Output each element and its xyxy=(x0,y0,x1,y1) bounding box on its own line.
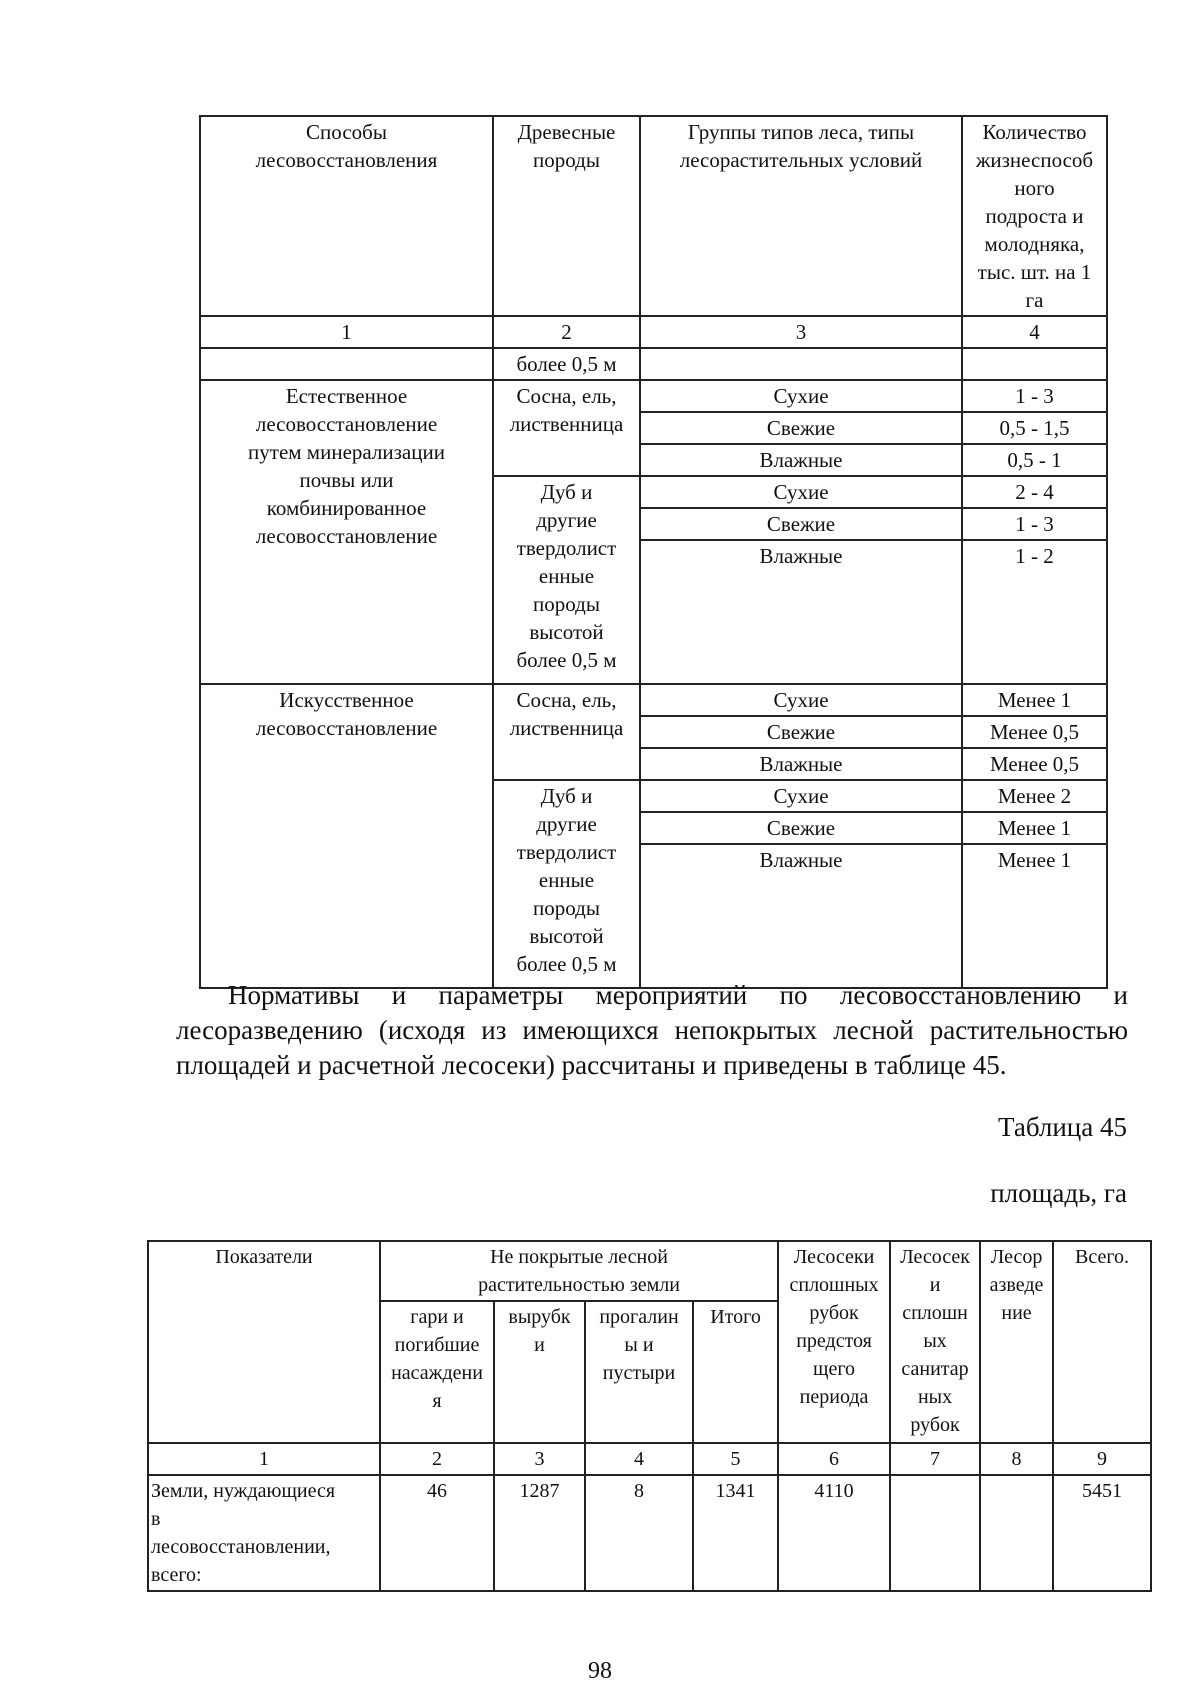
count-value: Менее 1 xyxy=(962,844,1107,988)
forest-type: Свежие xyxy=(640,716,962,748)
col-number: 1 xyxy=(148,1443,380,1475)
species-conifers: Сосна, ель, лиственница xyxy=(493,380,640,476)
count-value: 2 - 4 xyxy=(962,476,1107,508)
species-hardwoods: Дуб и другие твердолист енные породы высотой более 0,5 м xyxy=(493,476,640,684)
header-total: Всего. xyxy=(1053,1241,1151,1443)
count-value: Менее 2 xyxy=(962,780,1107,812)
table-row xyxy=(200,684,1107,716)
value-burned: 46 xyxy=(380,1475,494,1591)
forest-type: Влажные xyxy=(640,748,962,780)
forest-type: Сухие xyxy=(640,684,962,716)
header-clearings: вырубк и xyxy=(494,1301,585,1443)
header-burned-areas: гари и погибшие насаждени я xyxy=(380,1301,494,1443)
forest-type: Сухие xyxy=(640,380,962,412)
count-value: 1 - 3 xyxy=(962,380,1107,412)
column-number-row xyxy=(148,1443,1151,1475)
forest-type: Влажные xyxy=(640,844,962,988)
col-number: 4 xyxy=(585,1443,693,1475)
col-number: 5 xyxy=(693,1443,778,1475)
forest-type: Сухие xyxy=(640,780,962,812)
count-value: 0,5 - 1 xyxy=(962,444,1107,476)
forest-type: Свежие xyxy=(640,508,962,540)
count-value: Менее 0,5 xyxy=(962,748,1107,780)
header-methods: Способы лесовосстановления xyxy=(200,116,493,316)
column-number-row xyxy=(200,316,1107,348)
header-sanitary-plots: Лесосек и сплошн ых санитар ных рубок xyxy=(890,1241,980,1443)
value-clearcut-plots: 4110 xyxy=(778,1475,890,1591)
species-continuation: более 0,5 м xyxy=(493,348,640,380)
method-artificial: Искусственное лесовосстановление xyxy=(200,684,493,988)
count-value: Менее 1 xyxy=(962,684,1107,716)
species-hardwoods: Дуб и другие твердолист енные породы высотой более 0,5 м xyxy=(493,780,640,988)
col-number: 2 xyxy=(380,1443,494,1475)
forest-type: Свежие xyxy=(640,412,962,444)
value-sanitary-plots xyxy=(890,1475,980,1591)
page-number: 98 xyxy=(588,1658,612,1684)
table-caption: Таблица 45 xyxy=(998,1112,1127,1142)
header-unforested-lands: Не покрытые лесной растительностью земли xyxy=(380,1241,778,1301)
header-subtotal: Итого xyxy=(693,1301,778,1443)
species-conifers: Сосна, ель, лиственница xyxy=(493,684,640,780)
method-natural: Естественное лесовосстановление путем минерализации почвы или комбинированное лесовосстановление xyxy=(200,380,493,684)
col-number: 8 xyxy=(980,1443,1053,1475)
header-afforestation: Лесор азведе ние xyxy=(980,1241,1053,1443)
reforestation-methods-table xyxy=(199,115,1108,989)
header-forest-types: Группы типов леса, типы лесорастительных условий xyxy=(640,116,962,316)
units-label: площадь, га xyxy=(990,1178,1127,1208)
value-glades: 8 xyxy=(585,1475,693,1591)
value-total: 5451 xyxy=(1053,1475,1151,1591)
col-number: 2 xyxy=(493,316,640,348)
forest-type: Сухие xyxy=(640,476,962,508)
row-label: Земли, нуждающиеся в лесовосстановлении, всего: xyxy=(148,1475,380,1591)
empty-cell xyxy=(640,348,962,380)
count-value: 0,5 - 1,5 xyxy=(962,412,1107,444)
forest-type: Влажные xyxy=(640,540,962,684)
header-clearcut-plots: Лесосеки сплошных рубок предстоя щего периода xyxy=(778,1241,890,1443)
col-number: 4 xyxy=(962,316,1107,348)
table-row xyxy=(200,348,1107,380)
col-number: 7 xyxy=(890,1443,980,1475)
forest-type: Влажные xyxy=(640,444,962,476)
value-clearings: 1287 xyxy=(494,1475,585,1591)
col-number: 9 xyxy=(1053,1443,1151,1475)
count-value: 1 - 3 xyxy=(962,508,1107,540)
table-row xyxy=(148,1475,1151,1591)
col-number: 3 xyxy=(494,1443,585,1475)
col-number: 6 xyxy=(778,1443,890,1475)
table-row xyxy=(200,380,1107,412)
header-glades: прогалин ы и пустыри xyxy=(585,1301,693,1443)
header-indicators: Показатели xyxy=(148,1241,380,1443)
col-number: 3 xyxy=(640,316,962,348)
col-number: 1 xyxy=(200,316,493,348)
empty-cell xyxy=(200,348,493,380)
body-paragraph: Нормативы и параметры мероприятий по лесовосстановлению и лесоразведению (исходя из имеющихся непокрытых лесной растительностью площадей и расчетной лесосеки) рассчитаны и приведены в таблице 45. xyxy=(176,980,1128,1080)
table-header-row xyxy=(148,1241,1151,1301)
count-value: Менее 0,5 xyxy=(962,716,1107,748)
header-undergrowth-count: Количество жизнеспособ ного подроста и молодняка, тыс. шт. на 1 га xyxy=(962,116,1107,316)
count-value: 1 - 2 xyxy=(962,540,1107,684)
value-subtotal: 1341 xyxy=(693,1475,778,1591)
table-header-row xyxy=(200,116,1107,316)
count-value: Менее 1 xyxy=(962,812,1107,844)
forest-type: Свежие xyxy=(640,812,962,844)
table-45 xyxy=(147,1240,1152,1592)
empty-cell xyxy=(962,348,1107,380)
value-afforestation xyxy=(980,1475,1053,1591)
header-species: Древесные породы xyxy=(493,116,640,316)
